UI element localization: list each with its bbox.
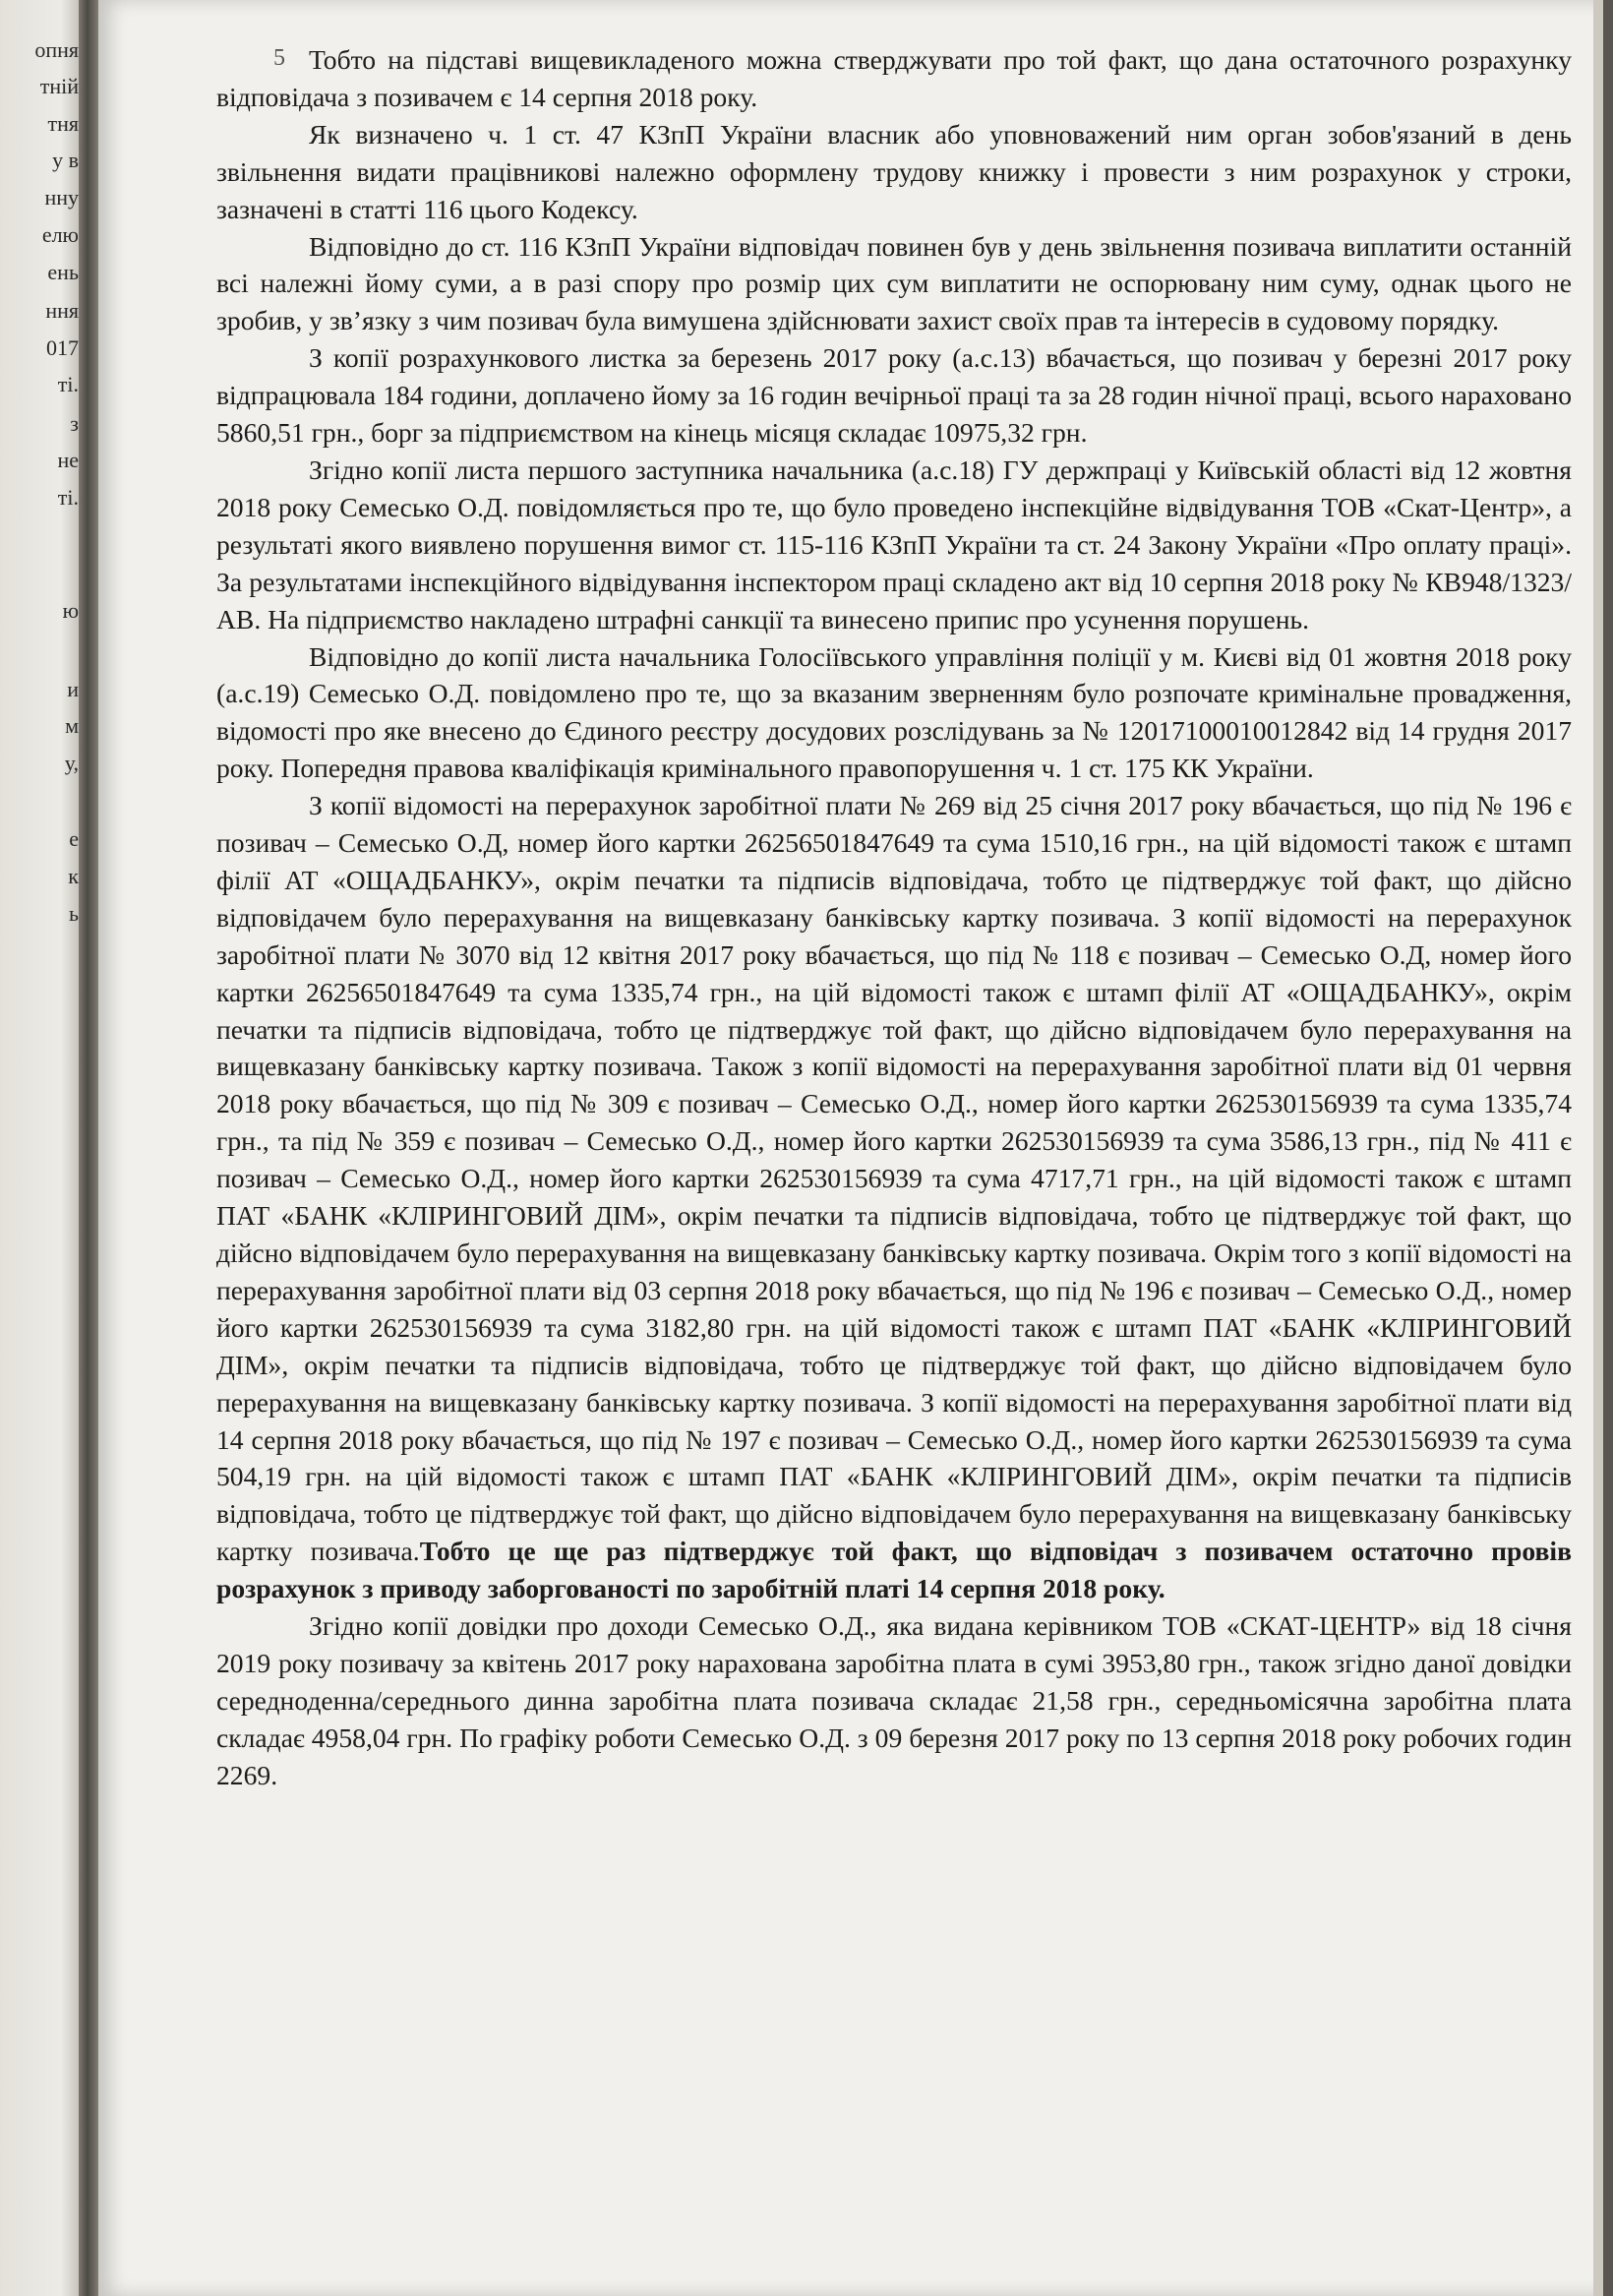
prev-page-fragment: 017 — [46, 335, 79, 360]
prev-page-fragment: ь — [68, 901, 79, 926]
prev-page-fragment: ті. — [57, 485, 79, 510]
paragraph: Відповідно до ст. 116 КЗпП України відповідач повинен був у день звільнення позивача виплатити останній всі належні йому суми, а в разі спору про розмір цих сум виплатити не оспорювану ним суму, однак цього не зробив, у зв’язку з чим позивач була вимушена здійснювати захист своїх прав та інтересів в судовому порядку. — [216, 230, 1572, 336]
prev-page-fragment: и — [67, 677, 79, 701]
page-mark: 5 — [273, 45, 285, 71]
page-right-edge — [1593, 0, 1603, 2296]
prev-page-fragment: у, — [64, 751, 79, 775]
prev-page-fragment: у в — [52, 148, 79, 172]
prev-page-fragment: ень — [47, 260, 79, 284]
document-page — [98, 0, 1603, 2296]
prev-page-fragment: м — [65, 713, 79, 738]
paragraph: Як визначено ч. 1 ст. 47 КЗпП України власник або уповноважений ним орган зобов'язаний в день звільнення видати працівникові належно оформлену трудову книжку і провести з ним розрахунок у строки, зазначені в статті 116 цього Кодексу. — [216, 118, 1572, 224]
previous-page-edge — [0, 0, 87, 2296]
paragraph: Відповідно до копії листа начальника Голосіївського управління поліції у м. Києві від 01 жовтня 2018 року (а.с.19) Семесько О.Д. повідомлено про те, що за вказаним зверненням було розпочате кримінальне провадження, відомості про яке внесено до Єдиного реєстру досудових розслідувань за № 12017100010012842 від 14 грудня 2017 року. Попередня правова кваліфікація кримінального правопорушення ч. 1 ст. 175 КК України. — [216, 640, 1572, 784]
document-body — [216, 41, 1572, 1794]
paragraph-bold-conclusion: Тобто це ще раз підтверджує той факт, що відповідач з позивачем остаточно провів розрахунок з приводу заборгованості по заробітній платі 14 серпня 2018 року. — [216, 1536, 1572, 1604]
prev-page-fragment: нну — [44, 185, 79, 210]
prev-page-fragment: ті. — [57, 372, 79, 396]
prev-page-fragment: ння — [45, 298, 79, 323]
prev-page-fragment: тній — [39, 74, 79, 98]
paragraph: Згідно копії листа першого заступника начальника (а.с.18) ГУ держпраці у Київській області від 12 жовтня 2018 року Семесько О.Д. повідомляється про те, що було проведено інспекційне відвідування ТОВ «Скат-Центр», а результаті якого виявлено порушення вимог ст. 115-116 КЗпП України та ст. 24 Закону України «Про оплату праці». За результатами інспекційного відвідування інспектором праці складено акт від 10 серпня 2018 року № КВ948/1323/АВ. На підприємство накладено штрафні санкції та винесено припис про усунення порушень. — [216, 453, 1572, 634]
paragraph: Тобто на підставі вищевикладеного можна стверджувати про той факт, що дана остаточного розрахунку відповідача з позивачем є 14 серпня 2018 року. — [216, 44, 1572, 112]
prev-page-fragment: з — [70, 411, 79, 436]
prev-page-fragment: опня — [34, 37, 79, 62]
paragraph-bank-statements — [216, 787, 1572, 1607]
prev-page-fragment: не — [57, 448, 79, 472]
paragraph: З копії розрахункового листка за березень 2017 року (а.с.13) вбачається, що позивач у березні 2017 року відпрацювала 184 години, доплачено йому за 16 годин вечірньої праці та за 28 годин нічної праці, всього нараховано 5860,51 грн., борг за підприємством на кінець місяця складає 10975,32 грн. — [216, 342, 1572, 449]
paragraph: Згідно копії довідки про доходи Семесько О.Д., яка видана керівником ТОВ «СКАТ-ЦЕНТР» від 18 січня 2019 року позивачу за квітень 2017 року нарахована заробітна плата в сумі 3953,80 грн., також згідно даної довідки середноденна/середнього динна заробітна плата позивача складає 21,58 грн., середньомісячна заробітна плата складає 4958,04 грн. По графіку роботи Семесько О.Д. з 09 березня 2017 року по 13 серпня 2018 року робочих годин 2269. — [216, 1610, 1572, 1790]
prev-page-fragment: елю — [41, 222, 79, 247]
paragraph-regular-text: З копії відомості на перерахунок заробітної плати № 269 від 25 січня 2017 року вбачається, що під № 196 є позивач – Семесько О.Д, номер його картки 26256501847649 та сума 1510,16 грн., на цій відомості також є штамп філії АТ «ОЩАДБАНКУ», окрім печатки та підписів відповідача, тобто це підтверджує той факт, що дійсно відповідачем було перерахування на вищевказану банківську картку позивача. З копії відомості на перерахунок заробітної плати № 3070 від 12 квітня 2017 року вбачається, що під № 118 є позивач – Семесько О.Д, номер його картки 26256501847649 та сума 1335,74 грн., на цій відомості також є штамп філії АТ «ОЩАДБАНКУ», окрім печатки та підписів відповідача, тобто це підтверджує той факт, що дійсно відповідачем було перерахування на вищевказану банківську картку позивача. Також з копії відомості на перерахування заробітної плати від 01 червня 2018 року вбачається, що під № 309 є позивач – Семесько О.Д., номер його картки 262530156939 та сума 1335,74 грн., та під № 359 є позивач – Семесько О.Д., номер його картки 262530156939 та сума 3586,13 грн., під № 411 є позивач – Семесько О.Д., номер його картки 262530156939 та сума 4717,71 грн., на цій відомості також є штамп ПАТ «БАНК «КЛІРИНГОВИЙ ДІМ», окрім печатки та підписів відповідача, тобто це підтверджує той факт, що дійсно відповідачем було перерахування на вищевказану банківську картку позивача. Окрім того з копії відомості на перерахування заробітної плати від 03 серпня 2018 року вбачається, що під № 196 є позивач – Семесько О.Д., номер його картки 262530156939 та сума 3182,80 грн. на цій відомості також є штамп ПАТ «БАНК «КЛІРИНГОВИЙ ДІМ», окрім печатки та підписів відповідача, тобто це підтверджує той факт, що дійсно відповідачем було перерахування на вищевказану банківську картку позивача. З копії відомості на перерахування заробітної плати від 14 серпня 2018 року вбачається, що під № 197 є позивач – Семесько О.Д., номер його картки 262530156939 та сума 504,19 грн. на цій відомості також є штамп ПАТ «БАНК «КЛІРИНГОВИЙ ДІМ», окрім печатки та підписів відповідача, тобто це підтверджує той факт, що дійсно відповідачем було перерахування на вищевказану банківську картку позивача. — [216, 790, 1572, 1567]
prev-page-fragment: ю — [62, 598, 79, 623]
prev-page-fragment: к — [68, 864, 79, 888]
book-binding-shadow — [79, 0, 100, 2296]
prev-page-fragment: е — [69, 826, 79, 851]
prev-page-fragment: тня — [47, 111, 79, 136]
